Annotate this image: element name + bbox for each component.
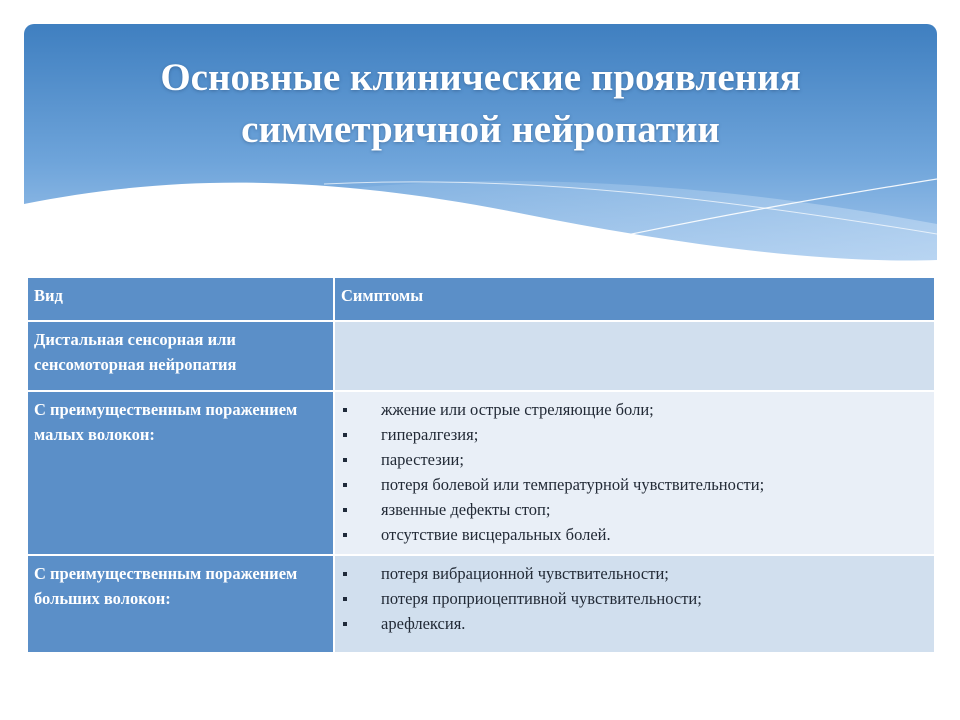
list-item: гипералгезия; — [341, 422, 928, 447]
list-item: арефлексия. — [341, 611, 928, 636]
list-item: потеря проприоцептивной чувствительности; — [341, 586, 928, 611]
list-item: жжение или острые стреляющие боли; — [341, 397, 928, 422]
row-kind-label: С преимущественным поражением больших волокон: — [27, 555, 334, 653]
list-item: парестезии; — [341, 447, 928, 472]
table-header-row — [27, 277, 935, 321]
row-symptoms-cell — [334, 391, 935, 555]
list-item: язвенные дефекты стоп; — [341, 497, 928, 522]
neuropathy-table — [26, 276, 936, 654]
symptom-list — [341, 397, 928, 547]
header-symptoms: Симптомы — [334, 277, 935, 321]
row-symptoms-cell — [334, 555, 935, 653]
table-row — [27, 391, 935, 555]
table-row — [27, 321, 935, 391]
header-kind: Вид — [27, 277, 334, 321]
table-row — [27, 555, 935, 653]
symptom-list — [341, 561, 928, 636]
row-kind-label: С преимущественным поражением малых волокон: — [27, 391, 334, 555]
title-banner — [24, 24, 937, 274]
list-item: потеря вибрационной чувствительности; — [341, 561, 928, 586]
slide-title — [24, 52, 937, 156]
title-line-1: Основные клинические проявления — [160, 56, 801, 99]
list-item: потеря болевой или температурной чувствительности; — [341, 472, 928, 497]
row-symptoms-cell — [334, 321, 935, 391]
row-kind-label: Дистальная сенсорная или сенсомоторная нейропатия — [27, 321, 334, 391]
list-item: отсутствие висцеральных болей. — [341, 522, 928, 547]
title-line-2: симметричной нейропатии — [241, 108, 720, 151]
